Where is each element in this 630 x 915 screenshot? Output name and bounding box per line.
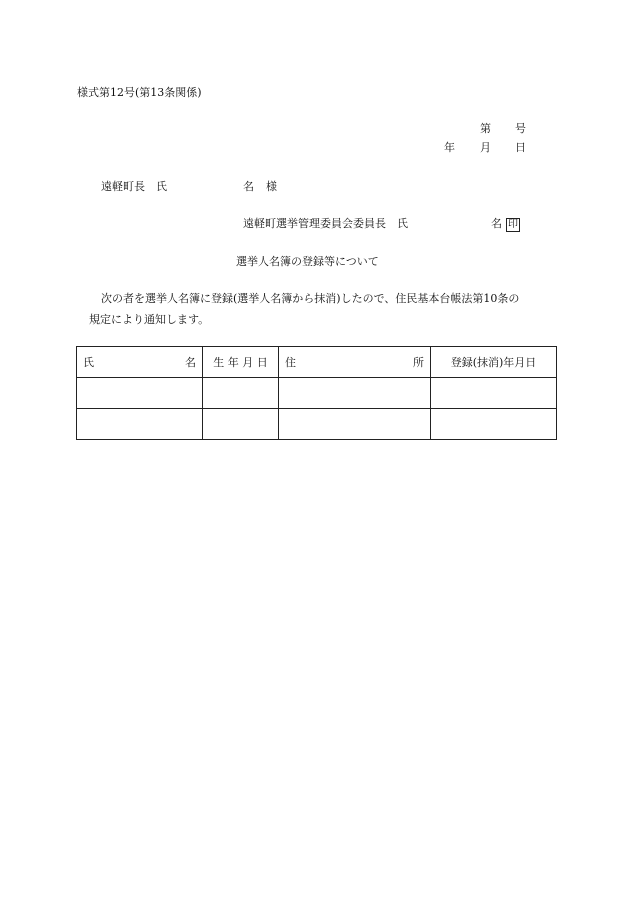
body-line-1: 次の者を選挙人名簿に登録(選挙人名簿から抹消)したので、住民基本台帳法第10条の (101, 292, 520, 305)
date-month: 月 (480, 141, 491, 154)
sender-signature (491, 217, 520, 232)
addressee-sama: 様 (266, 180, 277, 193)
table-row (77, 378, 557, 409)
sender-name: 名 (491, 217, 502, 230)
registration-table (76, 346, 557, 440)
seal-box: 印 (508, 219, 518, 230)
cell-birthdate (203, 409, 279, 440)
cell-registration-date (431, 409, 557, 440)
subject: 選挙人名簿の登録等について (236, 255, 379, 268)
header-registration-date: 登録(抹消)年月日 (431, 347, 557, 378)
header-name: 氏 名 (77, 347, 203, 378)
body-line-2: 規定により通知します。 (89, 313, 210, 326)
date-day: 日 (515, 141, 526, 154)
cell-birthdate (203, 378, 279, 409)
header-birthdate: 生 年 月 日 (203, 347, 279, 378)
table-header-row (77, 347, 557, 378)
header-address: 住 所 (279, 347, 431, 378)
addressee-title: 遠軽町長 氏 (101, 180, 167, 193)
cell-name (77, 409, 203, 440)
cell-address (279, 378, 431, 409)
cell-address (279, 409, 431, 440)
doc-number-dai: 第 (480, 122, 491, 135)
addressee-name: 名 (243, 180, 254, 193)
doc-number-go: 号 (515, 122, 526, 135)
cell-name (77, 378, 203, 409)
cell-registration-date (431, 378, 557, 409)
table-row (77, 409, 557, 440)
sender-title: 遠軽町選挙管理委員会委員長 氏 (243, 217, 408, 230)
date-year: 年 (444, 141, 455, 154)
form-number: 様式第12号(第13条関係) (77, 86, 202, 99)
